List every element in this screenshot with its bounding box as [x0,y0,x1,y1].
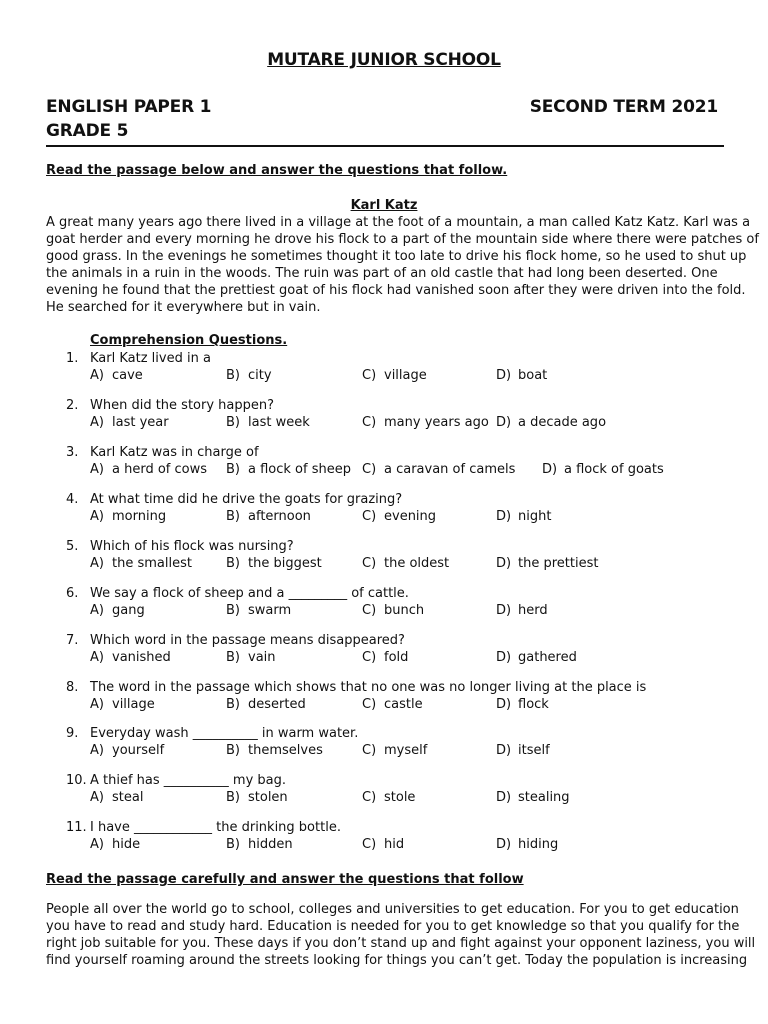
option-letter: A) [90,743,104,758]
question-item [0,586,768,626]
option-a[interactable] [90,368,143,383]
option-text: evening [384,509,437,524]
question-text: Karl Katz was in charge of [90,445,259,460]
option-text: deserted [248,697,306,712]
question-number: 3. [66,445,79,460]
option-letter: C) [362,415,377,430]
question-text: Which of his flock was nursing? [90,539,294,554]
option-letter: C) [362,697,377,712]
option-b[interactable] [226,368,272,383]
option-letter: B) [226,743,240,758]
option-letter: B) [226,415,240,430]
option-letter: A) [90,462,104,477]
option-text: hid [384,837,405,852]
question-text: At what time did he drive the goats for grazing? [90,492,403,507]
question-text: Which word in the passage means disappeared? [90,633,405,648]
option-text: vain [248,650,276,665]
option-text: the prettiest [518,556,599,571]
question-item [0,680,768,720]
option-d[interactable] [496,650,577,665]
question-number: 4. [66,492,79,507]
question-item [0,351,768,391]
option-letter: C) [362,462,377,477]
option-text: yourself [112,743,165,758]
option-a[interactable] [90,462,207,477]
question-item [0,539,768,579]
option-letter: B) [226,368,240,383]
option-c[interactable] [362,650,408,665]
option-text: hiding [518,837,559,852]
instruction-1: Read the passage below and answer the questions that follow. [46,163,508,178]
option-letter: C) [362,603,377,618]
option-letter: B) [226,509,240,524]
option-text: village [384,368,427,383]
option-text: hide [112,837,141,852]
option-text: cave [112,368,143,383]
passage-line: evening he found that the prettiest goat of his flock had vanished soon after they were driven into the fold. [46,283,746,298]
option-b[interactable] [226,790,288,805]
option-text: a flock of goats [564,462,664,477]
question-item [0,445,768,485]
option-text: morning [112,509,167,524]
passage-line: the animals in a ruin in the woods. The ruin was part of an old castle that had long been deserted. One [46,266,718,281]
option-a[interactable] [90,603,145,618]
option-c[interactable] [362,837,404,852]
option-d[interactable] [496,837,558,852]
option-letter: D) [542,462,558,477]
option-text: afternoon [248,509,311,524]
option-d[interactable] [496,509,551,524]
question-item [0,633,768,673]
option-letter: B) [226,837,240,852]
option-text: herd [518,603,548,618]
option-letter: C) [362,556,377,571]
option-text: city [248,368,272,383]
question-text: The word in the passage which shows that no one was no longer living at the place is [90,680,647,695]
option-b[interactable] [226,743,323,758]
option-c[interactable] [362,509,436,524]
option-text: many years ago [384,415,489,430]
option-text: stealing [518,790,570,805]
option-letter: B) [226,603,240,618]
option-letter: D) [496,509,512,524]
question-text: Everyday wash __________ in warm water. [90,726,359,741]
option-text: itself [518,743,550,758]
option-text: fold [384,650,409,665]
option-b[interactable] [226,650,276,665]
option-text: village [112,697,155,712]
option-text: last week [248,415,310,430]
option-d[interactable] [496,603,548,618]
option-letter: A) [90,790,104,805]
option-b[interactable] [226,415,310,430]
option-d[interactable] [496,556,598,571]
option-a[interactable] [90,697,155,712]
option-text: myself [384,743,428,758]
option-letter: D) [496,790,512,805]
option-letter: B) [226,650,240,665]
option-letter: D) [496,415,512,430]
option-letter: A) [90,650,104,665]
option-letter: D) [496,650,512,665]
option-text: bunch [384,603,425,618]
option-b[interactable] [226,509,311,524]
option-c[interactable] [362,697,423,712]
passage-line: find yourself roaming around the streets looking for things you can’t get. Today the population is increasing [46,953,748,968]
option-a[interactable] [90,415,169,430]
option-text: night [518,509,552,524]
option-letter: D) [496,603,512,618]
option-b[interactable] [226,697,306,712]
option-a[interactable] [90,509,166,524]
option-text: a decade ago [518,415,607,430]
passage-line: goat herder and every morning he drove his flock to a part of the mountain side where there were patches of [46,232,759,247]
option-letter: C) [362,368,377,383]
question-item [0,398,768,438]
option-c[interactable] [362,368,427,383]
question-text: We say a flock of sheep and a _________ of cattle. [90,586,409,601]
option-c[interactable] [362,415,489,430]
passage-line: A great many years ago there lived in a village at the foot of a mountain, a man called Katz Katz. Karl was a [46,215,751,230]
option-c[interactable] [362,462,515,477]
option-letter: C) [362,790,377,805]
option-letter: A) [90,603,104,618]
option-a[interactable] [90,743,164,758]
term-label: SECOND TERM 2021 [529,97,718,117]
option-letter: A) [90,509,104,524]
question-number: 9. [66,726,79,741]
option-letter: A) [90,837,104,852]
question-text: Karl Katz lived in a [90,351,211,366]
option-letter: C) [362,509,377,524]
option-letter: B) [226,556,240,571]
option-a[interactable] [90,556,192,571]
option-letter: C) [362,650,377,665]
option-text: hidden [248,837,293,852]
option-c[interactable] [362,603,424,618]
option-letter: C) [362,743,377,758]
passage-line: He searched for it everywhere but in vain. [46,300,321,315]
option-text: the smallest [112,556,192,571]
option-b[interactable] [226,462,351,477]
option-c[interactable] [362,743,427,758]
passage-1 [46,214,759,316]
question-number: 10. [66,773,87,788]
option-letter: D) [496,368,512,383]
option-text: the oldest [384,556,450,571]
option-letter: A) [90,556,104,571]
option-letter: B) [226,790,240,805]
option-letter: B) [226,697,240,712]
question-number: 6. [66,586,79,601]
school-name: MUTARE JUNIOR SCHOOL [267,50,501,70]
question-item [0,726,768,766]
question-text: A thief has __________ my bag. [90,773,287,788]
option-b[interactable] [226,603,291,618]
option-letter: D) [496,743,512,758]
question-text: I have ____________ the drinking bottle. [90,820,341,835]
option-d[interactable] [496,368,547,383]
option-text: gathered [518,650,577,665]
header-divider [46,145,724,147]
option-letter: A) [90,415,104,430]
option-b[interactable] [226,556,322,571]
passage-line: People all over the world go to school, colleges and universities to get education. For you to get education [46,902,739,917]
option-d[interactable] [496,697,549,712]
passage-line: good grass. In the evenings he sometimes thought it too late to drive his flock home, so he used to shut up [46,249,747,264]
option-c[interactable] [362,556,449,571]
option-b[interactable] [226,837,293,852]
question-number: 11. [66,820,87,835]
option-letter: D) [496,556,512,571]
option-text: swarm [248,603,292,618]
option-letter: B) [226,462,240,477]
option-letter: D) [496,697,512,712]
option-a[interactable] [90,650,171,665]
passage-title: Karl Katz [350,198,418,213]
question-number: 5. [66,539,79,554]
option-text: a caravan of camels [384,462,516,477]
instruction-2: Read the passage carefully and answer the questions that follow [46,872,524,887]
paper-title: ENGLISH PAPER 1 [46,97,212,117]
grade-label: GRADE 5 [46,121,129,141]
passage-line: you have to read and study hard. Education is needed for you to get knowledge so that you qualify for the [46,919,740,934]
comprehension-heading: Comprehension Questions. [90,333,288,348]
passage-line: right job suitable for you. These days if you don’t stand up and fight against your opponent laziness, you will [46,936,756,951]
option-a[interactable] [90,790,143,805]
option-d[interactable] [496,743,550,758]
option-d[interactable] [496,415,606,430]
option-text: stole [384,790,416,805]
option-text: a herd of cows [112,462,208,477]
option-text: last year [112,415,169,430]
option-letter: A) [90,368,104,383]
passage-2 [46,901,755,969]
option-text: vanished [112,650,171,665]
option-d[interactable] [496,790,570,805]
option-a[interactable] [90,837,140,852]
option-text: the biggest [248,556,322,571]
question-text: When did the story happen? [90,398,275,413]
option-text: gang [112,603,145,618]
question-number: 7. [66,633,79,648]
option-letter: A) [90,697,104,712]
option-c[interactable] [362,790,415,805]
option-text: a flock of sheep [248,462,351,477]
option-text: boat [518,368,548,383]
question-number: 2. [66,398,79,413]
question-item [0,820,768,860]
question-item [0,492,768,532]
option-letter: D) [496,837,512,852]
option-text: steal [112,790,144,805]
option-d[interactable] [542,462,664,477]
option-letter: C) [362,837,377,852]
option-text: stolen [248,790,288,805]
question-number: 1. [66,351,79,366]
option-text: castle [384,697,423,712]
question-item [0,773,768,813]
option-text: flock [518,697,549,712]
option-text: themselves [248,743,323,758]
question-number: 8. [66,680,79,695]
